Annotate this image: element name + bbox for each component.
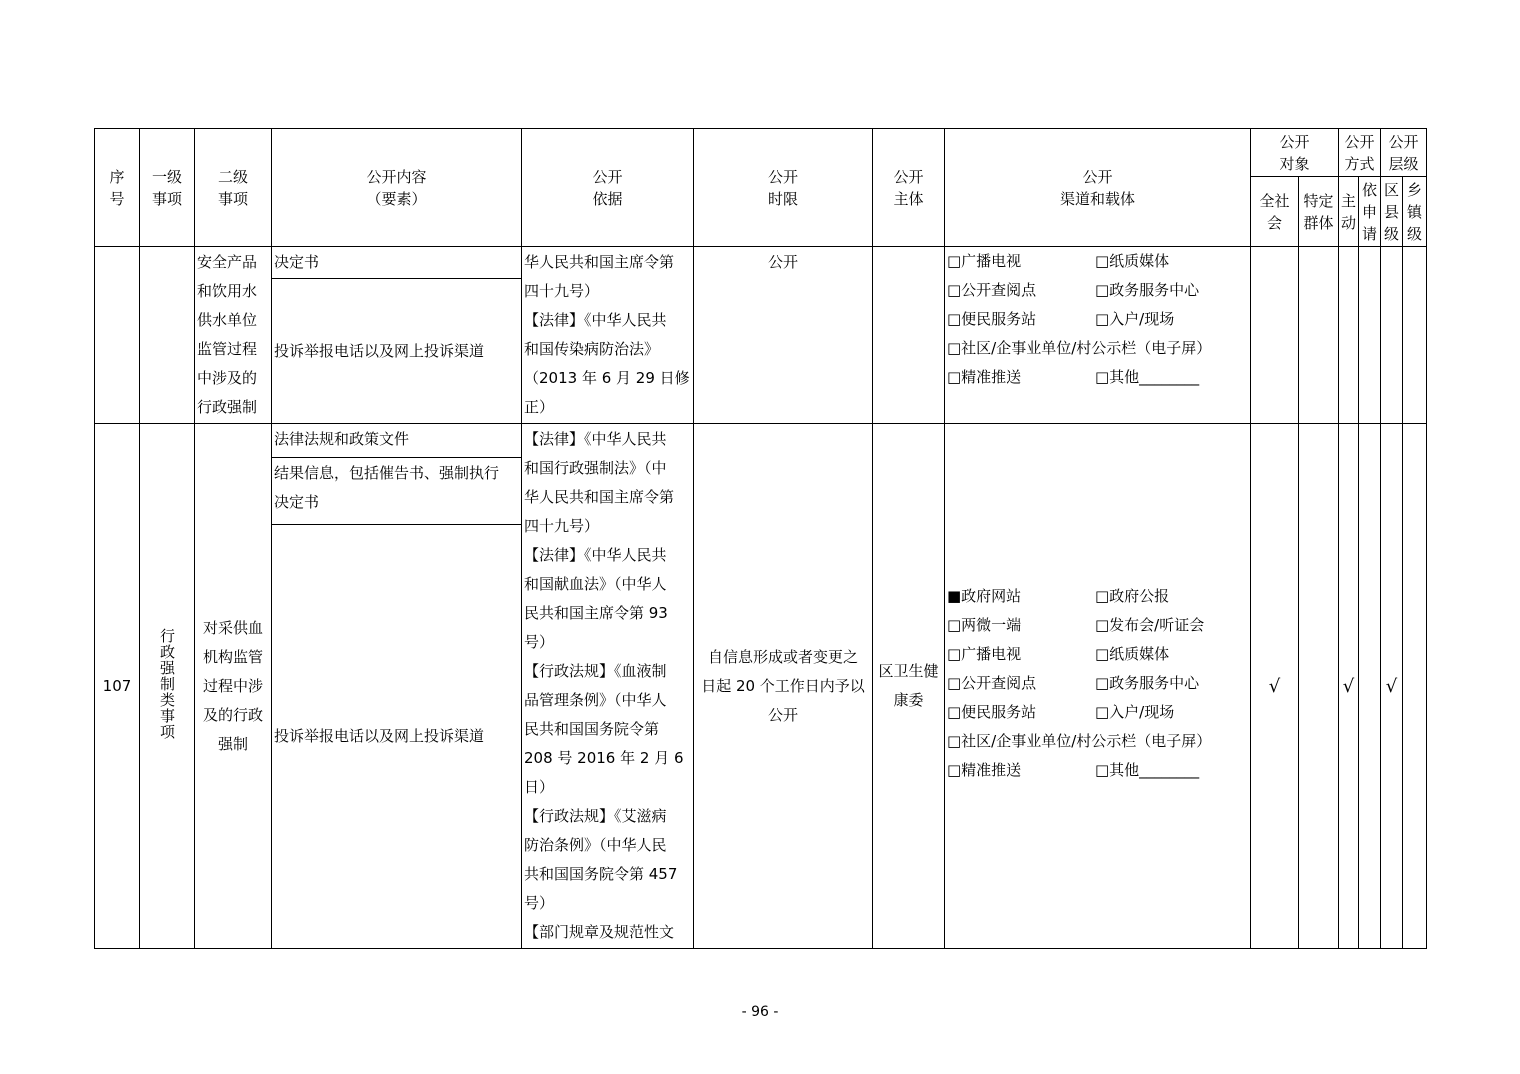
row2-channel-end-1: □其他________ — [1095, 760, 1200, 779]
header-content: 公开内容 （要素） — [272, 129, 522, 247]
row1-channel-4: □便民服务站 — [947, 310, 1037, 328]
row1-time-limit: 公开 — [694, 247, 873, 424]
row2-content-a: 法律法规和政策文件 — [272, 424, 522, 458]
header-level-district: 区 县 级 — [1381, 177, 1403, 247]
header-channel: 公开 渠道和载体 — [945, 129, 1251, 247]
row2-mode-apply — [1359, 424, 1381, 949]
row1-channel-end-0: □精准推送 — [947, 368, 1022, 386]
row1-basis: 华人民共和国主席令第 四十九号） 【法律】《中华人民共 和国传染病防治法》 （2013 年 6 月 29 日修 正） — [522, 247, 694, 424]
row1-a — [95, 247, 1427, 279]
header-level: 公开 层级 — [1381, 129, 1427, 177]
row2-level2: 对采供血 机构监管 过程中涉 及的行政 强制 — [195, 424, 272, 949]
row1-target-all — [1251, 247, 1299, 424]
row1-subject — [873, 247, 945, 424]
disclosure-table — [94, 128, 1427, 949]
header-mode-apply: 依 申 请 — [1359, 177, 1381, 247]
row1-channel-2: □公开查阅点 — [947, 281, 1037, 299]
row2-a — [95, 424, 1427, 458]
header-level-town: 乡 镇 级 — [1403, 177, 1427, 247]
row1-content-b: 投诉举报电话以及网上投诉渠道 — [272, 279, 522, 424]
row1-level-district — [1381, 247, 1403, 424]
header-level2: 二级 事项 — [195, 129, 272, 247]
row2-channel-8: □便民服务站 — [947, 702, 1037, 721]
row2-channels — [945, 424, 1251, 949]
row2-channel-wide: □社区/企事业单位/村公示栏（电子屏） — [947, 731, 1212, 750]
row1-seq — [95, 247, 140, 424]
header-level1: 一级 事项 — [140, 129, 195, 247]
row1-channel-5: □入户/现场 — [1095, 310, 1175, 328]
row2-channel-0: ■政府网站 — [947, 586, 1022, 605]
row2-level-town — [1403, 424, 1427, 949]
row1-target-group — [1299, 247, 1339, 424]
header-subject: 公开 主体 — [873, 129, 945, 247]
row2-basis: 【法律】《中华人民共 和国行政强制法》（中 华人民共和国主席令第 四十九号） 【法律】《中华人民共 和国献血法》（中华人 民共和国主席令第 93 号） 【行政法规】《血液制 品管理条例》（中华人 民共和国国务院令第 208 号 2016 年 2 月 6 日） 【行政法规】《艾滋病 防治条例》（中华人民 共和国国务院令第 457 号） 【部门规章及规范性文 — [522, 424, 694, 949]
row1-channel-end-1: □其他________ — [1095, 368, 1200, 386]
row2-seq: 107 — [95, 424, 140, 949]
row2-subject: 区卫生健 康委 — [873, 424, 945, 949]
row2-channel-end-0: □精准推送 — [947, 760, 1022, 779]
row1-channel-3: □政务服务中心 — [1095, 281, 1200, 299]
row2-channel-7: □政务服务中心 — [1095, 673, 1200, 692]
row2-target-group — [1299, 424, 1339, 949]
header-target: 公开 对象 — [1251, 129, 1339, 177]
row1-content-a: 决定书 — [272, 247, 522, 279]
header-seq: 序 号 — [95, 129, 140, 247]
row2-channel-5: □纸质媒体 — [1095, 644, 1170, 663]
row1-channel-wide: □社区/企事业单位/村公示栏（电子屏） — [947, 339, 1212, 357]
header-target-group: 特定 群体 — [1299, 177, 1339, 247]
header-mode-active: 主 动 — [1339, 177, 1359, 247]
row2-content-c: 投诉举报电话以及网上投诉渠道 — [272, 524, 522, 948]
row2-time-limit: 自信息形成或者变更之 日起 20 个工作日内予以 公开 — [694, 424, 873, 949]
header-time-limit: 公开 时限 — [694, 129, 873, 247]
row1-channels — [945, 247, 1251, 424]
row2-target-all: √ — [1251, 424, 1299, 949]
header-basis: 公开 依据 — [522, 129, 694, 247]
row2-channel-3: □发布会/听证会 — [1095, 615, 1205, 634]
row1-level-town — [1403, 247, 1427, 424]
row1-mode-apply — [1359, 247, 1381, 424]
row2-channel-2: □两微一端 — [947, 615, 1022, 634]
row2-channel-4: □广播电视 — [947, 644, 1022, 663]
row2-content-b: 结果信息，包括催告书、强制执行 决定书 — [272, 457, 522, 524]
row2-channel-6: □公开查阅点 — [947, 673, 1037, 692]
row1-level1 — [140, 247, 195, 424]
header-row-1 — [95, 129, 1427, 177]
row1-channel-1: □纸质媒体 — [1095, 252, 1170, 270]
header-mode: 公开 方式 — [1339, 129, 1381, 177]
row2-channel-1: □政府公报 — [1095, 586, 1170, 605]
row2-mode-active: √ — [1339, 424, 1359, 949]
row2-level1: 行政强制类事项 — [140, 424, 195, 949]
row1-level2: 安全产品 和饮用水 供水单位 监管过程 中涉及的 行政强制 — [195, 247, 272, 424]
header-target-all: 全社 会 — [1251, 177, 1299, 247]
row2-level-district: √ — [1381, 424, 1403, 949]
page-number: - 96 - — [741, 1004, 779, 1020]
row2-channel-9: □入户/现场 — [1095, 702, 1175, 721]
row1-channel-0: □广播电视 — [947, 252, 1022, 270]
row1-mode-active — [1339, 247, 1359, 424]
